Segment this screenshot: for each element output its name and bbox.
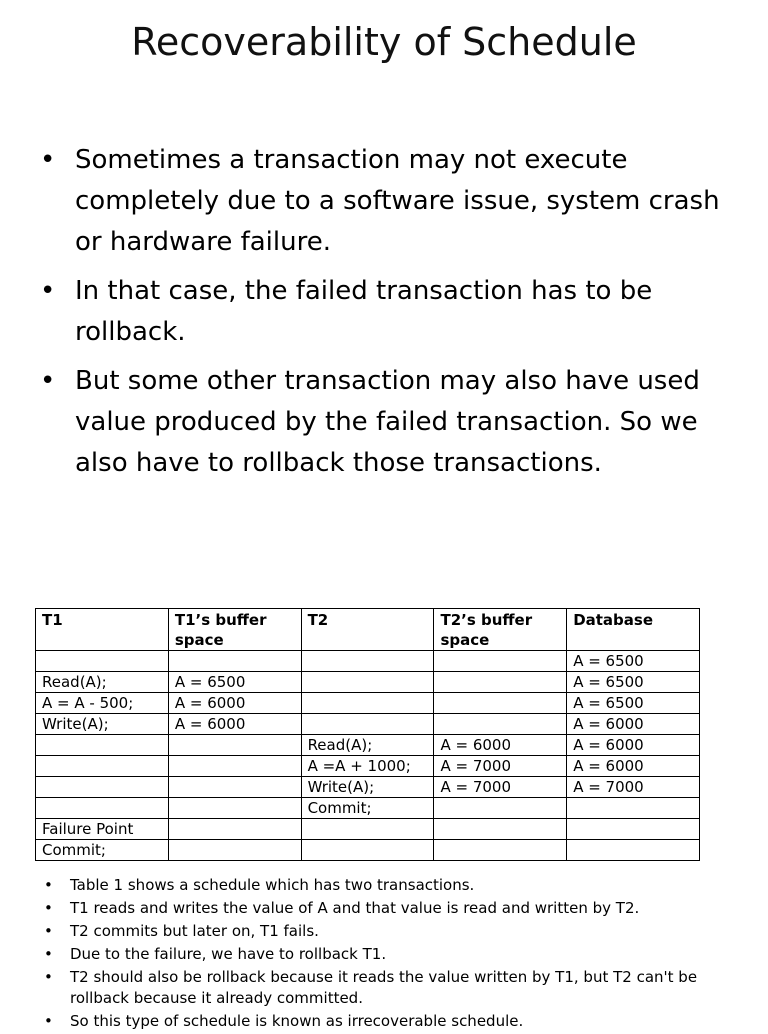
table-cell — [301, 672, 434, 693]
table-row — [36, 840, 700, 861]
table-cell — [301, 693, 434, 714]
table-cell — [434, 672, 567, 693]
header-t2: T2 — [301, 609, 434, 651]
table-cell: A = 7000 — [434, 756, 567, 777]
table-row — [36, 735, 700, 756]
table-cell — [567, 819, 700, 840]
bullet-item: • But some other transaction may also have used value produced by the failed transaction. So we also have to rollback those transactions. — [40, 361, 740, 484]
table-cell: A = 6000 — [567, 714, 700, 735]
table-cell — [301, 714, 434, 735]
table-cell — [168, 651, 301, 672]
table-cell: A = 7000 — [567, 777, 700, 798]
table-cell — [434, 798, 567, 819]
table-cell: A = 6000 — [168, 693, 301, 714]
table-cell — [301, 819, 434, 840]
table-cell — [36, 651, 169, 672]
table-cell: A = 6500 — [168, 672, 301, 693]
table-cell — [36, 798, 169, 819]
table-cell — [434, 714, 567, 735]
table-cell — [301, 840, 434, 861]
table-cell — [168, 756, 301, 777]
table-cell: Commit; — [301, 798, 434, 819]
table-cell: A = 6500 — [567, 651, 700, 672]
table-cell: A = 6000 — [168, 714, 301, 735]
table-cell: A = A - 500; — [36, 693, 169, 714]
table-row — [36, 672, 700, 693]
table-cell — [434, 840, 567, 861]
table-cell: A = 6000 — [567, 735, 700, 756]
table-cell — [168, 798, 301, 819]
bullet-item: • Sometimes a transaction may not execute completely due to a software issue, system crash or hardware failure. — [40, 140, 740, 263]
header-t1-buffer: T1’s buffer space — [168, 609, 301, 651]
table-cell — [434, 819, 567, 840]
note-item: • Table 1 shows a schedule which has two transactions. — [40, 875, 720, 896]
header-database: Database — [567, 609, 700, 651]
table-cell — [168, 819, 301, 840]
note-item: • So this type of schedule is known as irrecoverable schedule. — [40, 1011, 720, 1032]
table-cell: A = 6500 — [567, 672, 700, 693]
table-row — [36, 714, 700, 735]
table-cell — [301, 651, 434, 672]
table-row — [36, 819, 700, 840]
table-cell: Write(A); — [301, 777, 434, 798]
table-cell — [36, 735, 169, 756]
table-row — [36, 777, 700, 798]
table-row — [36, 756, 700, 777]
table-cell: Write(A); — [36, 714, 169, 735]
table-cell: A = 6000 — [567, 756, 700, 777]
note-item: • Due to the failure, we have to rollback T1. — [40, 944, 720, 965]
table-cell — [567, 840, 700, 861]
table-cell: A = 6500 — [567, 693, 700, 714]
table-cell: A = 6000 — [434, 735, 567, 756]
note-item: • T2 should also be rollback because it reads the value written by T1, but T2 can't be rollback because it already committed. — [40, 967, 720, 1009]
table-cell — [434, 693, 567, 714]
table-cell — [567, 798, 700, 819]
table-row — [36, 798, 700, 819]
table-cell — [168, 735, 301, 756]
table-cell: A = 7000 — [434, 777, 567, 798]
table-cell — [36, 777, 169, 798]
header-t2-buffer: T2’s buffer space — [434, 609, 567, 651]
note-item: • T1 reads and writes the value of A and that value is read and written by T2. — [40, 898, 720, 919]
note-item: • T2 commits but later on, T1 fails. — [40, 921, 720, 942]
table-cell: A =A + 1000; — [301, 756, 434, 777]
table-row — [36, 651, 700, 672]
page-title: Recoverability of Schedule — [131, 20, 637, 64]
table-cell: Commit; — [36, 840, 169, 861]
main-bullet-list — [40, 140, 740, 492]
header-t1: T1 — [36, 609, 169, 651]
schedule-table — [35, 608, 700, 861]
table-cell — [168, 777, 301, 798]
bullet-item: • In that case, the failed transaction has to be rollback. — [40, 271, 740, 353]
table-cell: Read(A); — [301, 735, 434, 756]
table-cell: Read(A); — [36, 672, 169, 693]
table-header-row — [36, 609, 700, 651]
table-cell — [434, 651, 567, 672]
table-cell: Failure Point — [36, 819, 169, 840]
notes-list — [40, 875, 720, 1034]
table-cell — [36, 756, 169, 777]
table-cell — [168, 840, 301, 861]
table-row — [36, 693, 700, 714]
